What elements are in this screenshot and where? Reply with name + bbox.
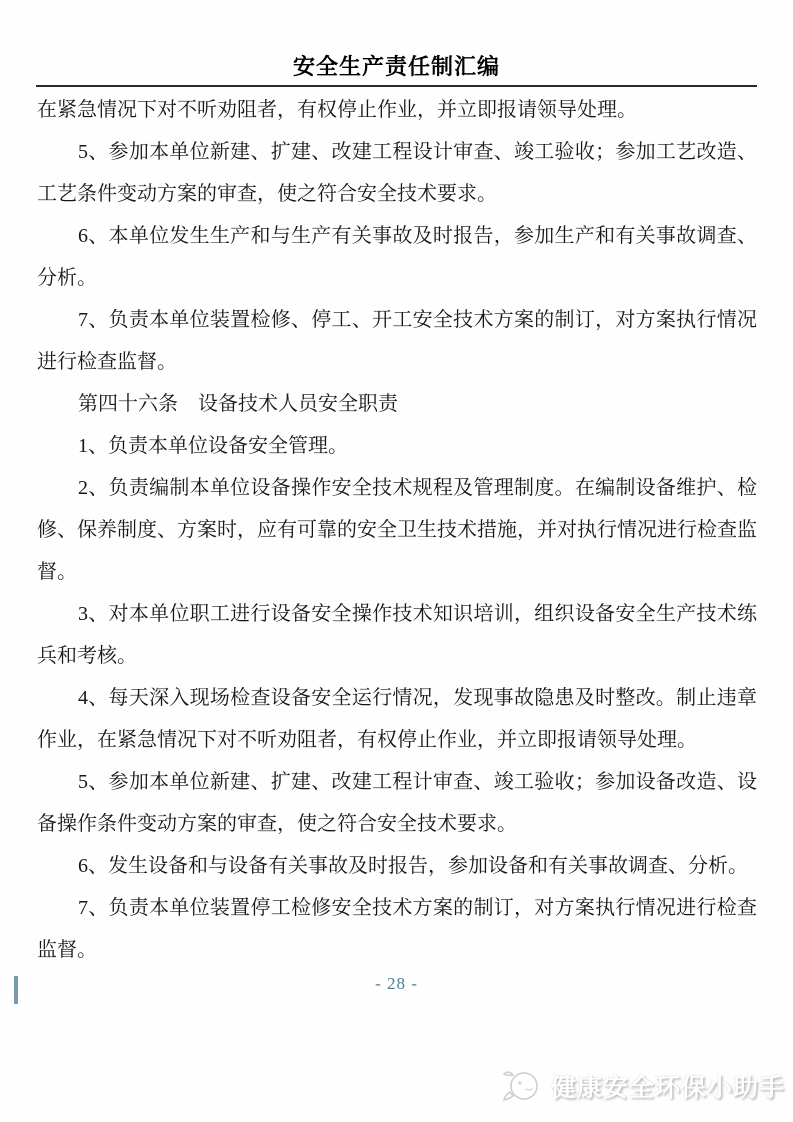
page-number: - 28 - <box>375 974 418 993</box>
document-header-title: 安全生产责任制汇编 <box>292 54 500 79</box>
section-heading: 第四十六条 设备技术人员安全职责 <box>78 393 398 415</box>
paragraph: 7、负责本单位装置停工检修安全技术方案的制订，对方案执行情况进行检查监督。 <box>37 897 757 961</box>
paragraph: 4、每天深入现场检查设备安全运行情况，发现事故隐患及时整改。制止违章作业，在紧急情况下对不听劝阻者，有权停止作业，并立即报请领导处理。 <box>37 687 757 751</box>
header-divider-line <box>36 85 757 87</box>
paragraph: 3、对本单位职工进行设备安全操作技术知识培训，组织设备安全生产技术练兵和考核。 <box>37 603 757 667</box>
watermark <box>500 1066 785 1106</box>
paragraph: 5、参加本单位新建、扩建、改建工程计审查、竣工验收；参加设备改造、设备操作条件变动方案的审查，使之符合安全技术要求。 <box>37 771 757 835</box>
paragraph: 6、本单位发生生产和与生产有关事故及时报告，参加生产和有关事故调查、分析。 <box>37 225 757 289</box>
paragraph: 5、参加本单位新建、扩建、改建工程设计审查、竣工验收；参加工艺改造、工艺条件变动方案的审查，使之符合安全技术要求。 <box>37 141 757 205</box>
watermark-text: 健康安全环保小助手 <box>550 1074 785 1102</box>
paragraph: 7、负责本单位装置检修、停工、开工安全技术方案的制订，对方案执行情况进行检查监督。 <box>37 309 757 373</box>
document-body <box>37 89 757 971</box>
paragraph: 1、负责本单位设备安全管理。 <box>78 435 348 457</box>
paragraph: 6、发生设备和与设备有关事故及时报告，参加设备和有关事故调查、分析。 <box>78 855 748 877</box>
paragraph: 在紧急情况下对不听劝阻者，有权停止作业，并立即报请领导处理。 <box>37 99 637 121</box>
paragraph: 2、负责编制本单位设备操作安全技术规程及管理制度。在编制设备维护、检修、保养制度、方案时，应有可靠的安全卫生技术措施，并对执行情况进行检查监督。 <box>37 477 757 583</box>
assistant-logo-icon <box>500 1066 544 1106</box>
